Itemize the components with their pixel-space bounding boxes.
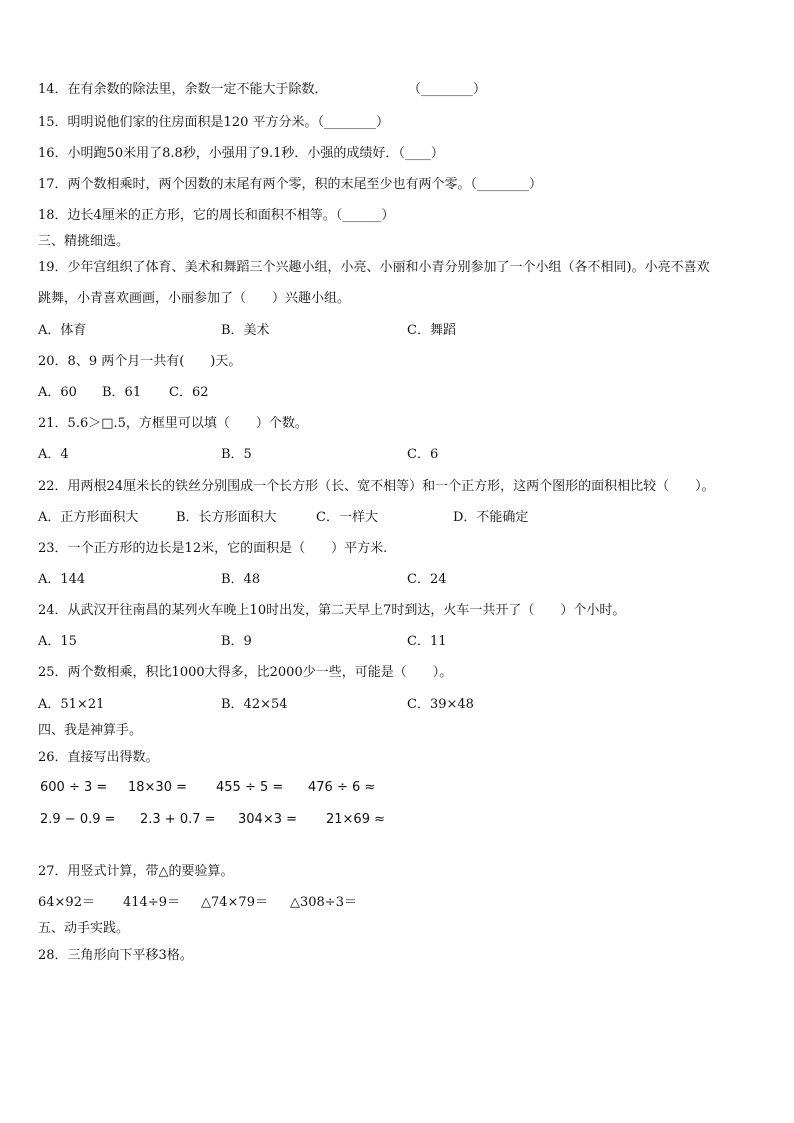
question-25: 25．两个数相乘，积比1000大得多，比2000少一些，可能是（ ）。 [38, 665, 453, 680]
calc-item: 304×3 = [238, 812, 298, 827]
question-14-text: 14．在有余数的除法里，余数一定不能大于除数． [38, 82, 328, 97]
option-b[interactable]: B．5 [221, 447, 252, 462]
vertical-calc-item: 414÷9＝ [123, 895, 180, 910]
vertical-calc-item: 64×92＝ [38, 895, 95, 910]
option-b[interactable]: B．61 [102, 385, 142, 400]
question-24: 24．从武汉开往南昌的某列火车晚上10时出发，第二天早上7时到达，火车一共开了（ ）个小时。 [38, 603, 626, 618]
option-c[interactable]: C．24 [407, 572, 447, 587]
question-19-line-1: 19．少年宫组织了体育、美术和舞蹈三个兴趣小组，小亮、小丽和小青分别参加了一个小组（各不相同)。小亮不喜欢 [38, 260, 710, 275]
option-c[interactable]: C．舞蹈 [407, 323, 456, 338]
option-d[interactable]: D．不能确定 [453, 510, 529, 525]
question-17: 17．两个数相乘时，两个因数的末尾有两个零，积的末尾至少也有两个零。（________） [38, 177, 543, 192]
question-16: 16．小明跑50米用了8.8秒，小强用了9.1秒．小强的成绩好．（____） [38, 146, 444, 161]
section-5-heading: 五、动手实践。 [38, 921, 130, 936]
option-b[interactable]: B．长方形面积大 [176, 510, 277, 525]
question-18: 18．边长4厘米的正方形，它的周长和面积不相等。（______） [38, 208, 395, 223]
calc-item: 2.3 + 0.7 = [140, 812, 216, 827]
section-3-heading: 三、精挑细选。 [38, 234, 130, 249]
section-4-heading: 四、我是神算手。 [38, 723, 143, 738]
question-28: 28．三角形向下平移3格。 [38, 948, 193, 963]
question-15: 15．明明说他们家的住房面积是120 平方分米。（________） [38, 115, 389, 130]
question-20: 20．8、9 两个月一共有( )天。 [38, 354, 242, 369]
calc-item: 21×69 ≈ [326, 812, 386, 827]
option-a[interactable]: A．15 [38, 634, 77, 649]
option-b[interactable]: B．美术 [221, 323, 270, 338]
calc-item: 2.9 − 0.9 = [40, 812, 116, 827]
calc-item: 476 ÷ 6 ≈ [308, 780, 376, 795]
calc-item: 18×30 = [128, 780, 188, 795]
option-a[interactable]: A．体育 [38, 323, 87, 338]
question-14 [38, 82, 487, 98]
option-b[interactable]: B．48 [221, 572, 261, 587]
option-a[interactable]: A．4 [38, 447, 69, 462]
option-a[interactable]: A．60 [38, 385, 77, 400]
option-c[interactable]: C．一样大 [316, 510, 378, 525]
option-b[interactable]: B．9 [221, 634, 252, 649]
option-a[interactable]: A．51×21 [38, 697, 105, 712]
question-14-answer-blank[interactable]: （________） [408, 82, 487, 97]
option-c[interactable]: C．39×48 [407, 697, 474, 712]
question-21: 21．5.6＞□.5，方框里可以填（ ）个数。 [38, 416, 308, 431]
vertical-calc-item: △308÷3＝ [290, 895, 357, 910]
calc-item: 600 ÷ 3 = [40, 780, 108, 795]
option-a[interactable]: A．144 [38, 572, 86, 587]
option-c[interactable]: C．11 [407, 634, 447, 649]
question-26: 26．直接写出得数。 [38, 750, 159, 765]
option-c[interactable]: C．6 [407, 447, 439, 462]
question-22: 22．用两根24厘米长的铁丝分别围成一个长方形（长、宽不相等）和一个正方形，这两个图形的面积相比较（ ）。 [38, 479, 715, 494]
question-19-line-2: 跳舞，小青喜欢画画，小丽参加了（ ）兴趣小组。 [38, 291, 351, 306]
question-23: 23．一个正方形的边长是12米，它的面积是（ ）平方米. [38, 541, 388, 556]
vertical-calc-item: △74×79＝ [201, 895, 268, 910]
option-c[interactable]: C．62 [169, 385, 209, 400]
question-27: 27．用竖式计算，带△的要验算。 [38, 864, 234, 879]
option-a[interactable]: A．正方形面积大 [38, 510, 139, 525]
option-b[interactable]: B．42×54 [221, 697, 288, 712]
calc-item: 455 ÷ 5 = [216, 780, 284, 795]
